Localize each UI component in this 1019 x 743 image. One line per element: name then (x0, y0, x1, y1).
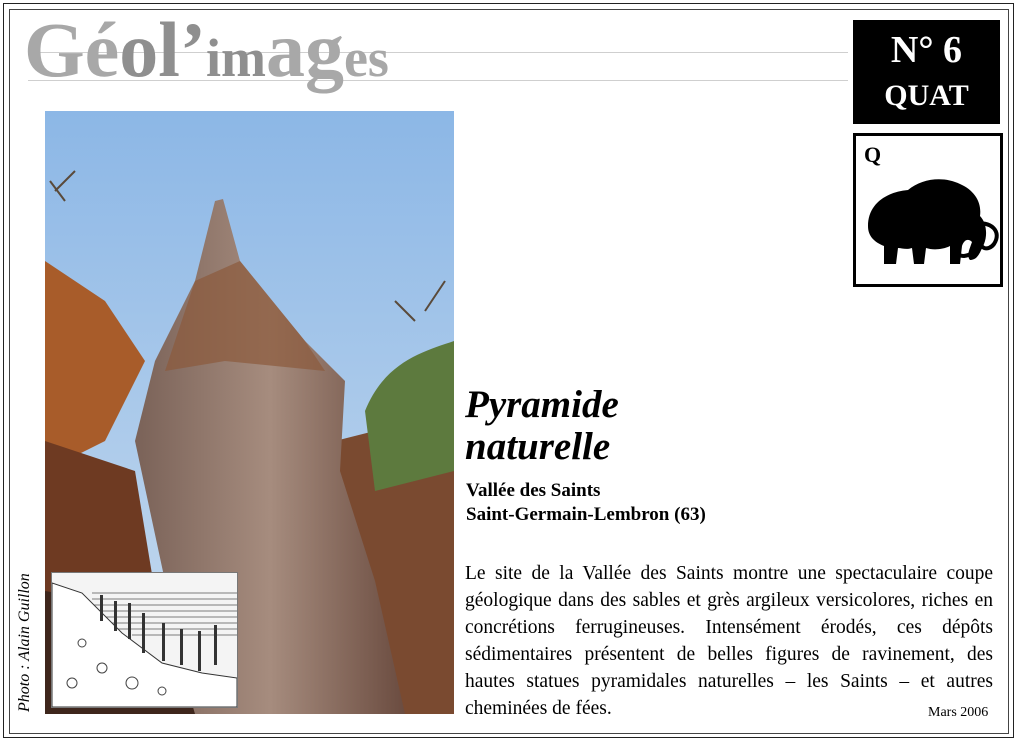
logo-part: o (119, 6, 159, 93)
mammoth-icon (862, 164, 1000, 282)
publication-date: Mars 2006 (928, 705, 989, 720)
description-paragraph: Le site de la Vallée des Saints montre une spectaculaire coupe géologique dans des sables et grès argileux versicolores, riches en concrétions ferrugineuses. Intensément érodés, ces dépôts sédimentaires présentent de belles figures de ravinement, des hautes statues pyramidales naturelles – les Saints – et autres cheminées de fées. (465, 563, 993, 719)
period-icon-box (853, 133, 1003, 287)
location (466, 479, 706, 527)
logo-part: a (265, 6, 305, 93)
location-line: Saint-Germain-Lembron (63) (466, 504, 706, 525)
title-line: Pyramide (465, 383, 619, 426)
logo-part: é (84, 6, 120, 93)
period-letter: Q (864, 142, 882, 167)
location-line: Vallée des Saints (466, 480, 601, 501)
geolimages-logo (24, 6, 389, 96)
article-title (465, 384, 619, 468)
photo-credit: Photo : Alain Guillon (16, 573, 33, 712)
logo-part: im (205, 28, 266, 88)
title-line: naturelle (465, 425, 611, 468)
logo-part: ’ (179, 6, 206, 93)
issue-badge (853, 20, 1000, 124)
logo-part: es (343, 28, 389, 88)
geological-sketch-inset (51, 572, 238, 708)
logo-part: g (304, 6, 344, 93)
issue-category: QUAT (884, 79, 969, 112)
logo-part: l (158, 6, 180, 93)
logo-part: G (24, 6, 85, 93)
issue-number: N° 6 (890, 29, 963, 71)
